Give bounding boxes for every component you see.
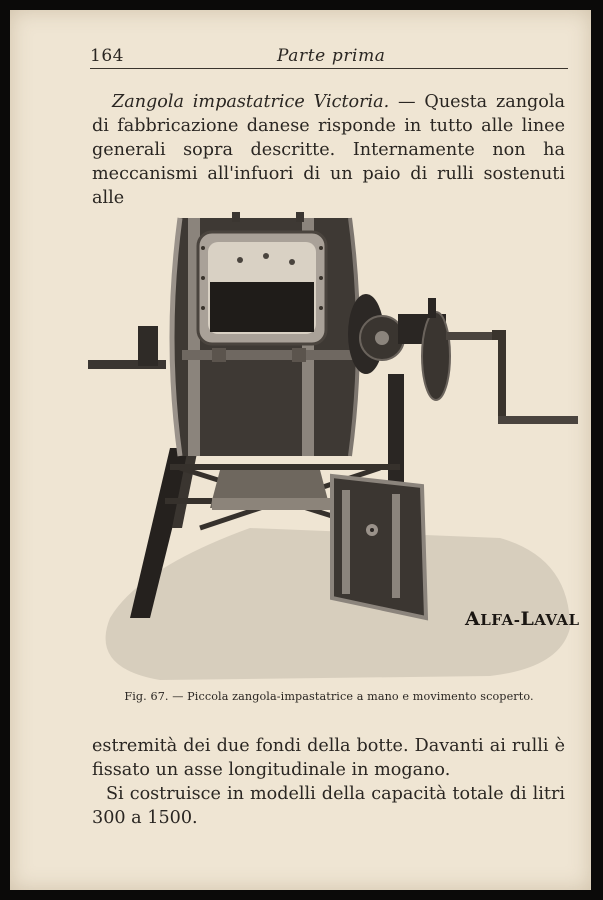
paragraph-title: Zangola impastatrice Victoria. bbox=[112, 92, 390, 112]
figure-caption: Fig. 67. — Piccola zangola-impastatrice a mano e movimento scoperto. bbox=[124, 690, 534, 703]
alfa-laval-logo: ALFA-LAVAL bbox=[465, 608, 580, 630]
page-header bbox=[90, 46, 568, 69]
book-page bbox=[10, 10, 591, 890]
running-head: Parte prima bbox=[277, 46, 386, 66]
paragraph-intro bbox=[92, 90, 565, 210]
paragraph-intro-text: — Questa zangola di fabbricazione danese risponde in tutto alle linee generali sopra descritte. Internamente non ha meccanismi all'infuori di un paio di rulli sostenuti alle bbox=[92, 92, 566, 208]
paragraph-capacity: Si costruisce in modelli della capacità totale di litri 300 a 1500. bbox=[92, 784, 565, 828]
page-number: 164 bbox=[90, 46, 124, 66]
paragraph-continued: estremità dei due fondi della botte. Davanti ai rulli è fissato un asse longitudinale in mogano. bbox=[92, 736, 565, 780]
